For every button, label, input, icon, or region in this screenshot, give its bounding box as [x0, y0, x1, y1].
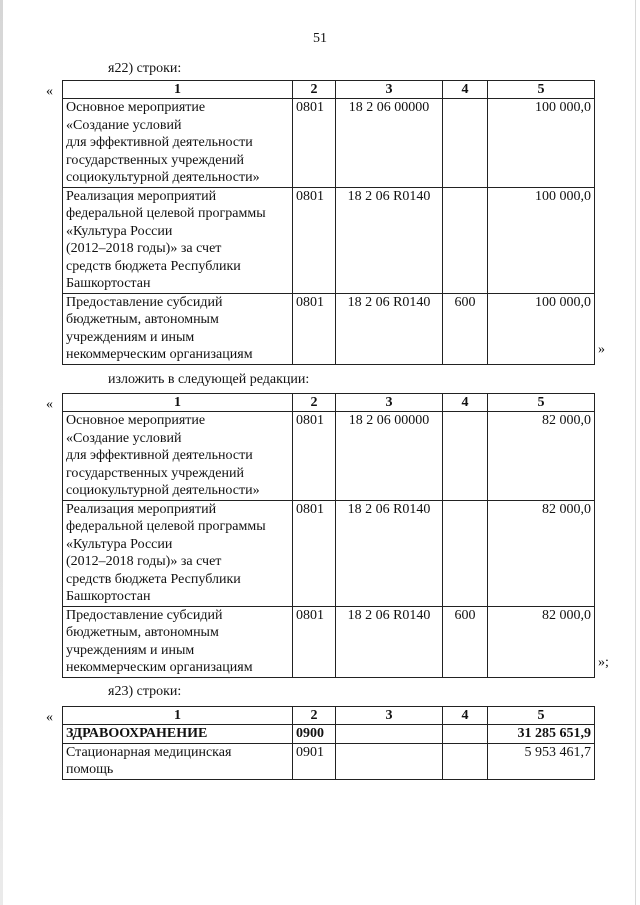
scan-edge-right [635, 0, 636, 905]
header-cell: 1 [63, 81, 293, 99]
table-row [63, 500, 595, 606]
table-row [63, 743, 595, 779]
table-row [63, 725, 595, 744]
row-name-cell: Основное мероприятие «Создание условий для эффективной деятельности государственных учреждений социокультурной деятельности» [63, 99, 293, 188]
row-name-cell: Основное мероприятие «Создание условий для эффективной деятельности государственных учреждений социокультурной деятельности» [63, 412, 293, 501]
expense-type-cell [443, 743, 488, 779]
open-quote-2: « [46, 397, 53, 412]
target-code-cell [336, 743, 443, 779]
target-code-cell: 18 2 06 R0140 [336, 606, 443, 677]
expense-type-cell [443, 412, 488, 501]
section-code-cell: 0801 [293, 412, 336, 501]
row-name-cell: Реализация мероприятий федеральной целевой программы «Культура России (2012–2018 годы)» за счет средств бюджета Республики Башкортостан [63, 500, 293, 606]
open-quote-1: « [46, 84, 53, 99]
row-name-cell: Предоставление субсидий бюджетным, автономным учреждениям и иным некоммерческим организациям [63, 293, 293, 364]
header-cell: 3 [336, 81, 443, 99]
table-row [63, 293, 595, 364]
table-header-row [63, 81, 595, 99]
section-caption-3: я23) строки: [108, 684, 182, 699]
table-header-row [63, 707, 595, 725]
table-original [62, 80, 595, 365]
expense-type-cell [443, 187, 488, 293]
amount-cell: 31 285 651,9 [488, 725, 595, 744]
amount-cell: 82 000,0 [488, 500, 595, 606]
section-code-cell: 0801 [293, 187, 336, 293]
section-code-cell: 0801 [293, 99, 336, 188]
section-code-cell: 0801 [293, 293, 336, 364]
table-row [63, 412, 595, 501]
section-code-cell: 0901 [293, 743, 336, 779]
header-cell: 1 [63, 394, 293, 412]
header-cell: 3 [336, 394, 443, 412]
expense-type-cell [443, 500, 488, 606]
header-cell: 2 [293, 394, 336, 412]
table-row [63, 606, 595, 677]
row-name-cell: Предоставление субсидий бюджетным, автономным учреждениям и иным некоммерческим организациям [63, 606, 293, 677]
section-caption-2: изложить в следующей редакции: [108, 372, 310, 387]
section-code-cell: 0900 [293, 725, 336, 744]
target-code-cell: 18 2 06 00000 [336, 99, 443, 188]
amount-cell: 5 953 461,7 [488, 743, 595, 779]
table-revised [62, 393, 595, 678]
header-cell: 5 [488, 394, 595, 412]
header-cell: 4 [443, 81, 488, 99]
expense-type-cell [443, 725, 488, 744]
target-code-cell [336, 725, 443, 744]
expense-type-cell [443, 99, 488, 188]
row-name-cell: Реализация мероприятий федеральной целевой программы «Культура России (2012–2018 годы)» за счет средств бюджета Республики Башкортостан [63, 187, 293, 293]
header-cell: 4 [443, 707, 488, 725]
header-cell: 4 [443, 394, 488, 412]
table-row [63, 187, 595, 293]
header-cell: 1 [63, 707, 293, 725]
header-cell: 2 [293, 81, 336, 99]
header-cell: 2 [293, 707, 336, 725]
expense-type-cell: 600 [443, 293, 488, 364]
scan-edge [0, 0, 3, 905]
table-health [62, 706, 595, 780]
target-code-cell: 18 2 06 00000 [336, 412, 443, 501]
header-cell: 5 [488, 81, 595, 99]
table-header-row [63, 394, 595, 412]
target-code-cell: 18 2 06 R0140 [336, 500, 443, 606]
target-code-cell: 18 2 06 R0140 [336, 187, 443, 293]
expense-type-cell: 600 [443, 606, 488, 677]
amount-cell: 100 000,0 [488, 99, 595, 188]
close-quote-1: » [598, 342, 605, 357]
row-name-cell: Стационарная медицинская помощь [63, 743, 293, 779]
table-row [63, 99, 595, 188]
row-name-cell: ЗДРАВООХРАНЕНИЕ [63, 725, 293, 744]
amount-cell: 100 000,0 [488, 187, 595, 293]
target-code-cell: 18 2 06 R0140 [336, 293, 443, 364]
section-code-cell: 0801 [293, 500, 336, 606]
section-code-cell: 0801 [293, 606, 336, 677]
header-cell: 3 [336, 707, 443, 725]
amount-cell: 100 000,0 [488, 293, 595, 364]
amount-cell: 82 000,0 [488, 412, 595, 501]
amount-cell: 82 000,0 [488, 606, 595, 677]
header-cell: 5 [488, 707, 595, 725]
page-number: 51 [313, 31, 327, 46]
close-quote-2: »; [598, 655, 609, 670]
section-caption-1: я22) строки: [108, 61, 182, 76]
open-quote-3: « [46, 710, 53, 725]
